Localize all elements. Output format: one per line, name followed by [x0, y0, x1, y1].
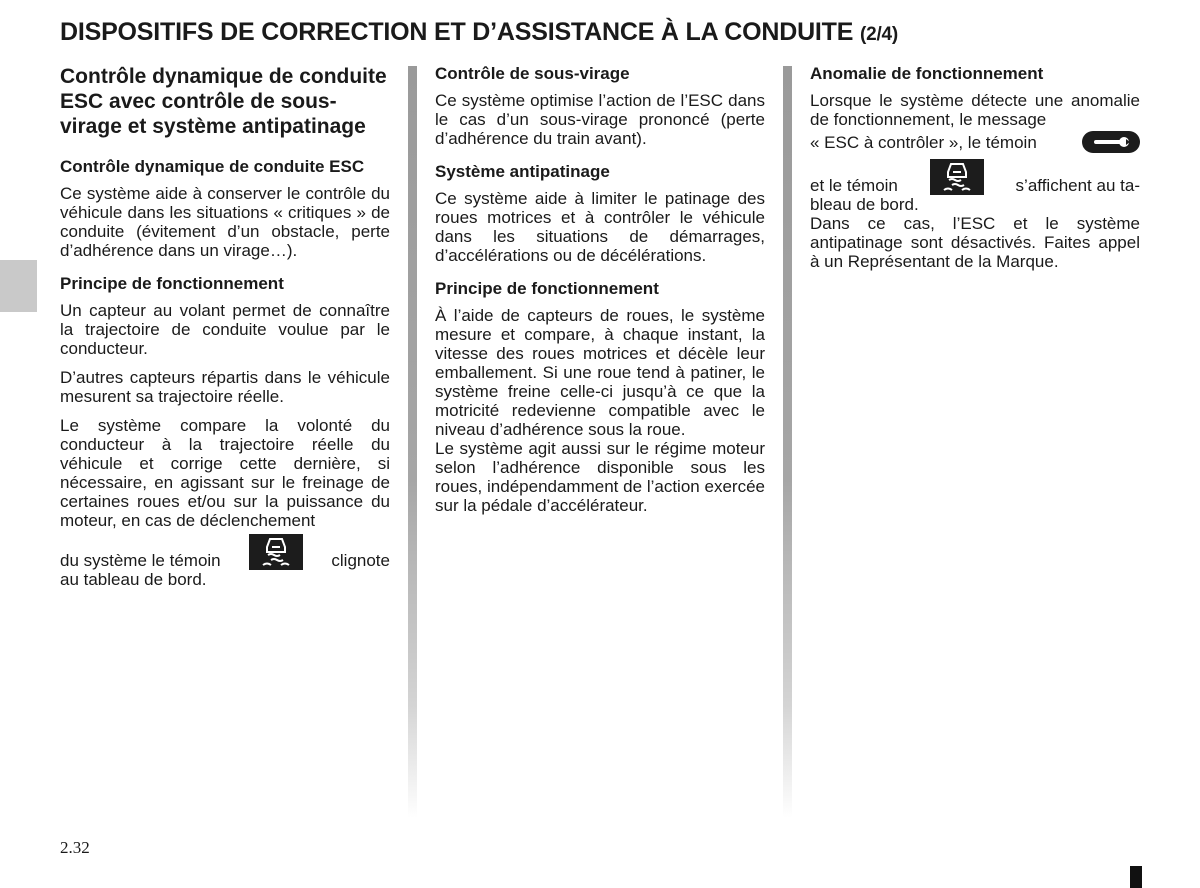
- paragraph: Le système agit aussi sur le régime moteur selon l’adhérence disponible sous les roues, indépendamment de l’action exercée sur la pédale d’accélérateur.: [435, 439, 765, 515]
- paragraph: Un capteur au volant permet de connaître la trajectoire de conduite voulue par le conducteur.: [60, 301, 390, 358]
- text-after-icon: s’affichent au ta-: [1015, 176, 1140, 195]
- page-title-suffix: (2/4): [859, 24, 899, 45]
- esc-skid-warning-icon: [249, 534, 303, 570]
- column-1: [60, 64, 390, 599]
- paragraph: Le système compare la volonté du conducteur à la trajectoire réelle du véhicule et corrige cette dernière, si nécessaire, en agissant sur le freinage de certaines roues et/ou sur la puissance du moteur, en cas de déclenchement: [60, 416, 390, 530]
- text-after-icon: clignote: [331, 551, 390, 570]
- paragraph: Lorsque le système détecte une anomalie de fonctionnement, le message: [810, 91, 1140, 129]
- paragraph: Dans ce cas, l’ESC et le système antipatinage sont désactivés. Faites appel à un Représentant de la Marque.: [810, 214, 1140, 271]
- column-divider-left: [408, 66, 417, 818]
- wrench-service-icon: [1082, 131, 1140, 153]
- column-divider-right: [783, 66, 792, 818]
- text-before-icon: « ESC à contrôler », le témoin: [810, 132, 1037, 152]
- column-3: [810, 64, 1140, 281]
- page-title: [60, 18, 1160, 47]
- subheading-traction: Système antipatinage: [435, 162, 610, 181]
- column-2: [435, 64, 765, 525]
- paragraph-with-icon: [810, 131, 1140, 153]
- paragraph-with-icon: [60, 534, 390, 570]
- text-before-icon: du système le témoin: [60, 551, 221, 570]
- page-number: 2.32: [60, 838, 90, 857]
- page-corner-marker: [1130, 866, 1142, 888]
- esc-skid-warning-icon: [930, 159, 984, 195]
- subheading-principle: Principe de fonctionnement: [60, 274, 284, 293]
- paragraph: au tableau de bord.: [60, 570, 207, 589]
- section-heading: Contrôle dynamique de conduite ESC avec contrôle de sous-virage et système antipatinage: [60, 65, 387, 138]
- paragraph: bleau de bord.: [810, 195, 919, 214]
- paragraph: Ce système optimise l’action de l’ESC dans le cas d’un sous-virage prononcé (perte d’adhérence du train avant).: [435, 91, 765, 148]
- subheading-principle: Principe de fonctionnement: [435, 279, 659, 298]
- paragraph-with-icon: [810, 159, 1140, 195]
- text-before-icon: et le témoin: [810, 176, 898, 195]
- subheading-malfunction: Anomalie de fonctionnement: [810, 64, 1044, 83]
- paragraph: Ce système aide à conserver le contrôle du véhicule dans les situations « critiques » de conduite (évitement d’un obstacle, perte d’adhérence dans un virage…).: [60, 184, 390, 260]
- subheading-esc: Contrôle dynamique de conduite ESC: [60, 157, 365, 176]
- subheading-understeer: Contrôle de sous-virage: [435, 64, 630, 83]
- section-tab: [0, 260, 37, 312]
- paragraph: D’autres capteurs répartis dans le véhicule mesurent sa trajectoire réelle.: [60, 368, 390, 406]
- page-title-text: DISPOSITIFS DE CORRECTION ET D’ASSISTANCE À LA CONDUITE: [60, 18, 854, 46]
- paragraph: Ce système aide à limiter le patinage des roues motrices et à contrôler le véhicule dans les situations de démarrages, d’accélérations ou de décélérations.: [435, 189, 765, 265]
- paragraph: À l’aide de capteurs de roues, le système mesure et compare, à chaque instant, la vitesse des roues motrices et décèle leur emballement. Si une roue tend à patiner, le système freine celle-ci jusqu’à ce que la motricité redevienne compatible avec le niveau d’adhérence sous la roue.: [435, 306, 765, 439]
